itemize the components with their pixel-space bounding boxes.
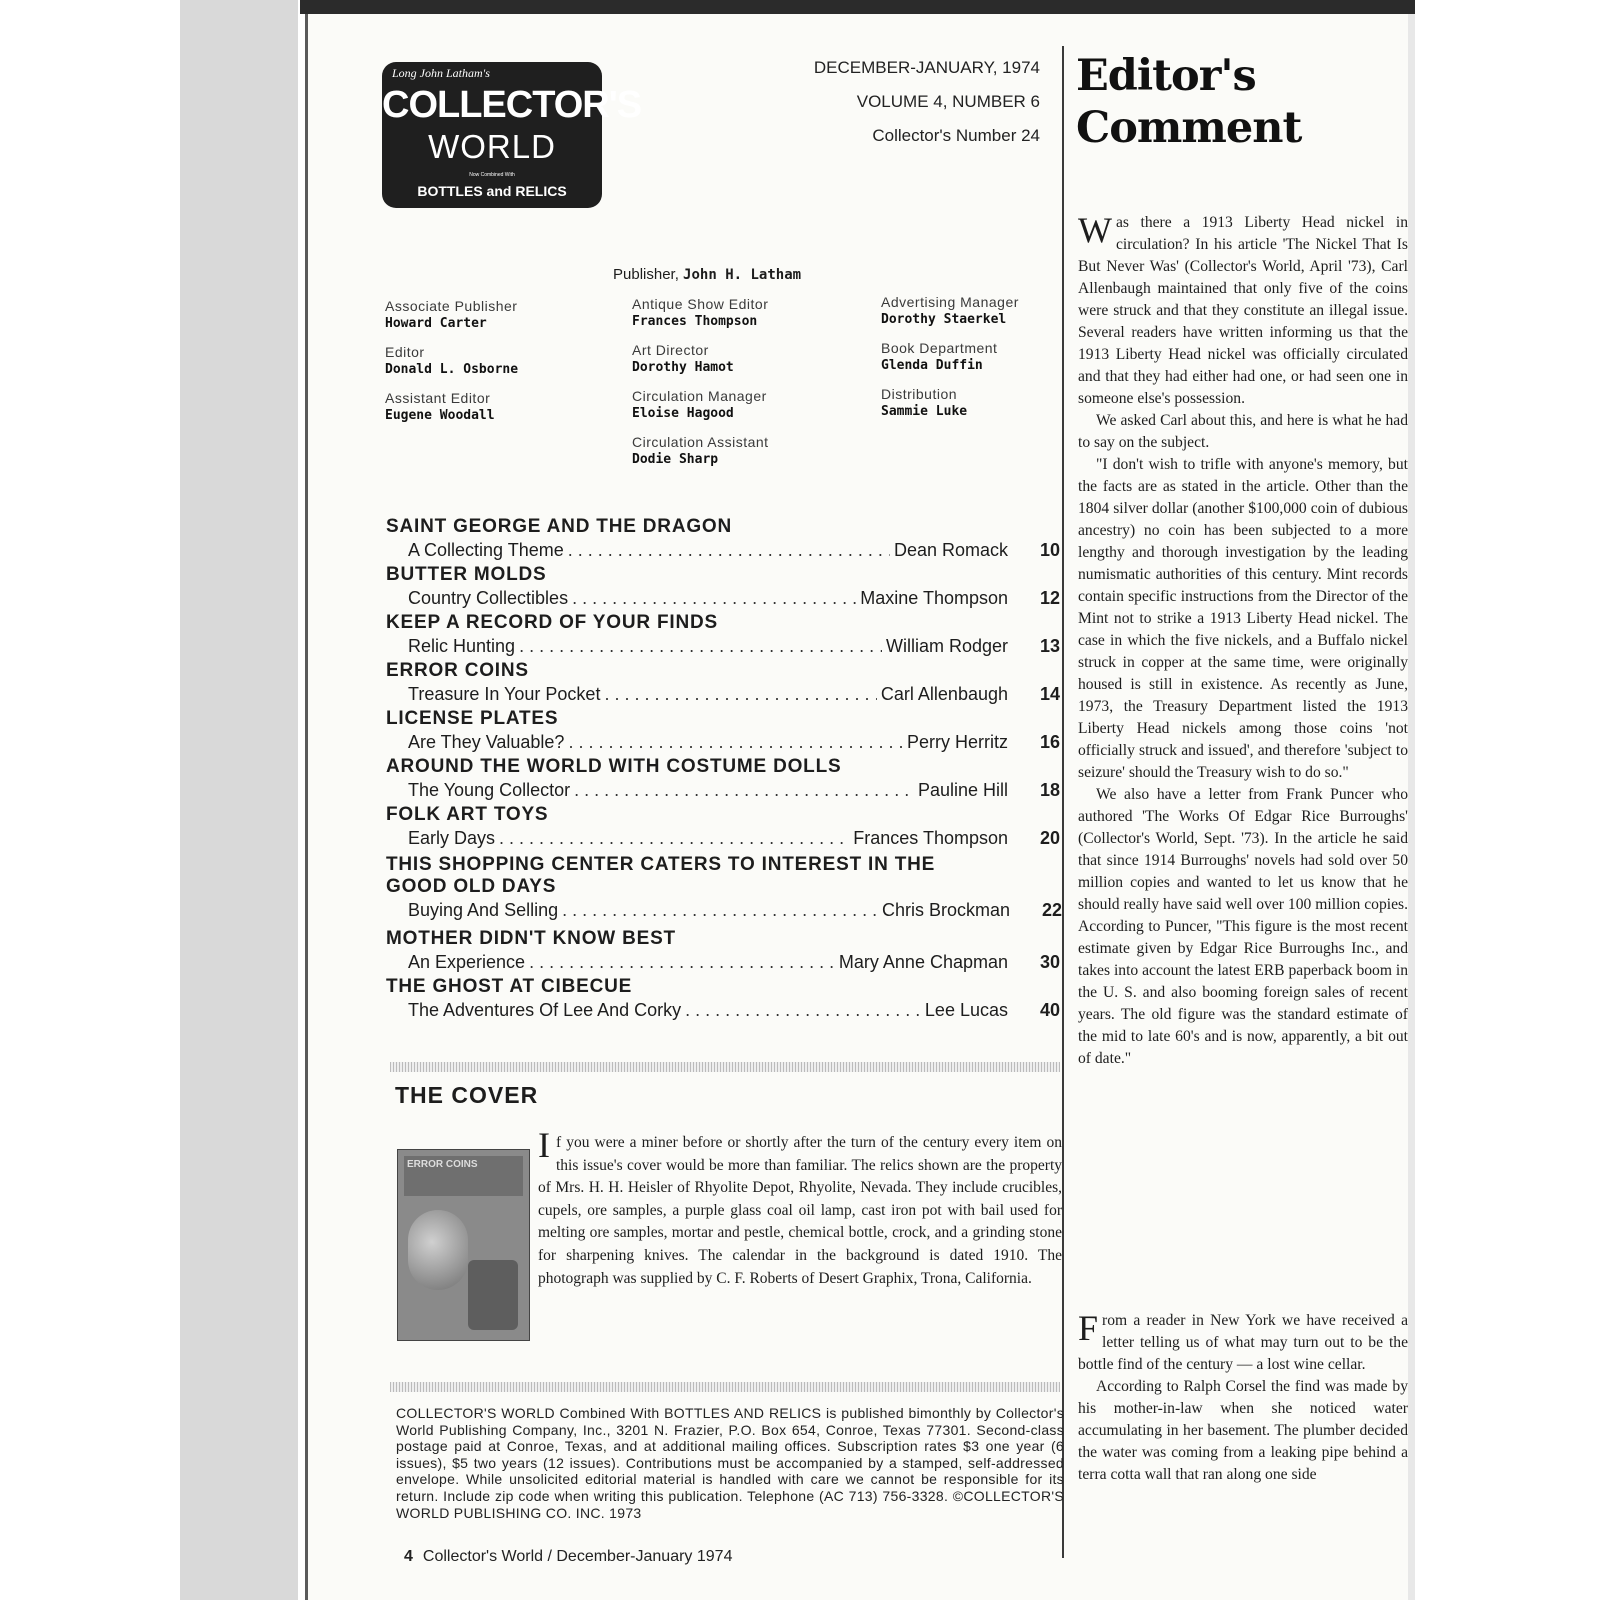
editor-paragraph: We asked Carl about this, and here is what he had to say on the subject.	[1078, 412, 1408, 451]
staff-role: Art Director	[632, 342, 709, 358]
toc-author: Lee Lucas	[924, 1000, 1008, 1020]
editor-paragraph: We also have a letter from Frank Puncer who authored 'The Works Of Edgar Rice Burroughs' (Collector's World, Sept. '73). In the article he said that since 1914 Burroughs' novels had sold over 50 million copies and wanted to let us know that he should really have said well over 100 million copies. According to Puncer, "This figure is the most recent estimate given by Edgar Rice Burroughs Inc., and takes into account the latest ERB paperback boom in the U. S. and also booming foreign sales of recent years. The old figure was the standard estimate of the mid to late 60's and is now, apparently, a bit out of date."	[1078, 786, 1408, 1067]
editor-title-line1: Editor's	[1076, 51, 1256, 101]
toc-line	[408, 998, 1060, 1022]
toc-entry[interactable]	[386, 804, 1060, 850]
scan-margin-left	[180, 0, 298, 1600]
toc-leader-dots	[529, 950, 835, 974]
staff-name: Eugene Woodall	[385, 408, 495, 423]
toc-subtitle: Country Collectibles	[408, 588, 569, 608]
toc-leader-dots	[568, 538, 890, 562]
toc-line	[408, 586, 1060, 610]
staff-name: Sammie Luke	[881, 404, 968, 419]
toc-page-number: 22	[1041, 900, 1062, 920]
toc-title: ERROR COINS	[386, 660, 529, 681]
magazine-logo	[382, 62, 642, 208]
toc-entry[interactable]	[386, 976, 1060, 1022]
toc-author: Frances Thompson	[853, 828, 1008, 848]
toc-page-number: 20	[1039, 828, 1060, 848]
editor-paragraph-text: as there a 1913 Liberty Head nickel in circulation? In his article 'The Nickel That Is But Never Was' (Collector's World, April '73), Carl Allenbaugh maintained that only five of the coins were struck and that they constitute an illegal issue. Several readers have written informing us that the 1913 Liberty Head nickel was officially circulated and that they had either had one, or had seen one in someone else's possession.	[1078, 214, 1408, 407]
toc-title: BUTTER MOLDS	[386, 564, 547, 585]
toc-subtitle: Relic Hunting	[408, 636, 516, 656]
toc-subtitle: Treasure In Your Pocket	[408, 684, 601, 704]
staff-entry	[632, 296, 768, 330]
editor-paragraph	[1078, 1310, 1408, 1376]
toc-line	[408, 826, 1060, 850]
staff-entry	[881, 294, 1019, 328]
folio-page-number: 4	[404, 1548, 413, 1565]
staff-entry	[385, 344, 518, 378]
toc-author: Chris Brockman	[881, 900, 1010, 920]
toc-page-number: 12	[1039, 588, 1060, 608]
staff-entry	[881, 340, 997, 374]
toc-page-number: 30	[1039, 952, 1060, 972]
staff-name: Donald L. Osborne	[385, 362, 519, 377]
editor-paragraph: According to Ralph Corsel the find was made by his mother-in-law when she noticed water accumulating in her basement. The plumber decided the water was coming from a leaking pipe behind a terra cotta wall that ran along one side	[1078, 1378, 1408, 1483]
toc-line	[408, 898, 1062, 922]
toc-page-number: 10	[1039, 540, 1060, 560]
staff-role: Advertising Manager	[881, 294, 1019, 310]
cover-thumbnail-pot	[468, 1260, 518, 1330]
toc-subtitle: The Young Collector	[408, 780, 571, 800]
toc-leader-dots	[562, 898, 878, 922]
logo-line-combined: Now Combined With	[469, 172, 515, 178]
cover-description	[538, 1125, 1062, 1290]
toc-author: William Rodger	[885, 636, 1008, 656]
toc-leader-dots	[519, 634, 882, 658]
folio-text: Collector's World / December-January 1974	[422, 1548, 733, 1565]
staff-role: Book Department	[881, 340, 998, 356]
staff-role: Circulation Assistant	[632, 434, 769, 450]
toc-title: THE GHOST AT CIBECUE	[386, 976, 633, 997]
toc-author: Dean Romack	[893, 540, 1008, 560]
toc-title: FOLK ART TOYS	[386, 804, 549, 825]
staff-name: Dorothy Hamot	[632, 360, 734, 375]
staff-entry	[632, 434, 769, 468]
toc-subtitle: Are They Valuable?	[408, 732, 565, 752]
toc-subtitle: An Experience	[408, 952, 526, 972]
toc-leader-dots	[574, 778, 914, 802]
logo-tagline: Long John Latham's	[392, 66, 490, 80]
staff-name: Dodie Sharp	[632, 452, 719, 467]
toc-entry[interactable]	[386, 756, 1060, 802]
toc-title: AROUND THE WORLD WITH COSTUME DOLLS	[386, 756, 842, 777]
toc-author: Carl Allenbaugh	[880, 684, 1008, 704]
staff-entry	[385, 298, 517, 332]
staff-name: Dorothy Staerkel	[881, 312, 1007, 327]
editor-title-line2: Comment	[1076, 103, 1302, 153]
toc-author: Maxine Thompson	[860, 588, 1008, 608]
staff-role: Assistant Editor	[385, 390, 491, 406]
staff-name: Glenda Duffin	[881, 358, 983, 373]
logo-line-world: WORLD	[428, 128, 556, 165]
editor-paragraph	[1078, 212, 1408, 410]
toc-author: Mary Anne Chapman	[838, 952, 1008, 972]
toc-entry[interactable]	[386, 660, 1060, 706]
toc-subtitle: Early Days	[408, 828, 496, 848]
staff-name: Eloise Hagood	[632, 406, 734, 421]
staff-role: Distribution	[881, 386, 958, 402]
toc-entry[interactable]	[386, 564, 1060, 610]
toc-title: THIS SHOPPING CENTER CATERS TO INTEREST IN THE GOOD OLD DAYS	[386, 854, 936, 897]
toc-title: SAINT GEORGE AND THE DRAGON	[386, 516, 733, 537]
column-divider	[1062, 46, 1064, 1558]
editor-column-section2	[1078, 1310, 1408, 1486]
issue-volume: VOLUME 4, NUMBER 6	[856, 92, 1040, 111]
toc-author: Perry Herritz	[906, 732, 1008, 752]
publisher-credit	[613, 266, 801, 283]
cover-thumbnail-banner: ERROR COINS	[404, 1156, 523, 1196]
toc-subtitle: A Collecting Theme	[408, 540, 564, 560]
editor-drop-cap: W	[1078, 210, 1112, 250]
staff-entry	[632, 342, 734, 376]
staff-role: Circulation Manager	[632, 388, 767, 404]
toc-line	[408, 682, 1060, 706]
staff-entry	[632, 388, 767, 422]
toc-line	[408, 730, 1060, 754]
cover-thumbnail-lamp	[408, 1210, 468, 1290]
toc-entry[interactable]	[386, 928, 1060, 974]
page-folio	[404, 1548, 732, 1566]
toc-page-number: 18	[1039, 780, 1060, 800]
publication-statement: COLLECTOR'S WORLD Combined With BOTTLES AND RELICS is published bimonthly by Collector's World Publishing Company, Inc., 3201 N. Frazier, P.O. Box 654, Conroe, Texas 77301. Second-class postage paid at Conroe, Texas, and at additional mailing offices. Subscription rates $3 one year (6 issues), $5 two years (12 issues). Contributions must be accompanied by a stamped, self-addressed envelope. While unsolicited editorial material is handled with care we cannot be responsible for its return. Include zip code when writing this publication. Telephone (AC 713) 756-3328. ©COLLECTOR'S WORLD PUBLISHING CO. INC. 1973	[396, 1405, 1064, 1521]
cover-body: f you were a miner before or shortly after the turn of the century every item on this issue's cover would be more than familiar. The relics shown are the property of Mrs. H. H. Heisler of Rhyolite Depot, Rhyolite, Nevada. They include crucibles, cupels, ore samples, a purple glass coal oil lamp, cast iron pot with bail used for melting ore samples, mortar and pestle, chemical bottle, crock, and a grinding stone for sharpening knives. The calendar in the background is dated 1910. The photograph was supplied by C. F. Roberts of Desert Graphix, Trona, California.	[538, 1134, 1062, 1287]
issue-number: Collector's Number 24	[872, 126, 1040, 145]
toc-entry[interactable]	[386, 516, 1060, 562]
toc-leader-dots	[568, 730, 903, 754]
toc-leader-dots	[499, 826, 849, 850]
editor-column-section1	[1078, 212, 1408, 1070]
staff-role: Associate Publisher	[385, 298, 518, 314]
toc-line	[408, 538, 1060, 562]
logo-line-bottles: BOTTLES and RELICS	[417, 183, 567, 199]
toc-title: LICENSE PLATES	[386, 708, 559, 729]
toc-page-number: 14	[1039, 684, 1060, 704]
toc-page-number: 13	[1039, 636, 1060, 656]
toc-entry[interactable]	[386, 612, 1060, 658]
editor-comment-title	[1076, 50, 1301, 154]
toc-subtitle: Buying And Selling	[408, 900, 559, 920]
section-divider-stripe	[390, 1062, 1060, 1072]
staff-role: Editor	[385, 344, 425, 360]
staff-entry	[881, 386, 967, 420]
cover-drop-cap: I	[538, 1125, 550, 1165]
toc-subtitle: The Adventures Of Lee And Corky	[408, 1000, 682, 1020]
toc-title: MOTHER DIDN'T KNOW BEST	[386, 928, 676, 949]
editor-paragraph: "I don't wish to trifle with anyone's memory, but the facts are as stated in the article. Other than the 1804 silver dollar (another $100,000 coin of dubious ancestry) no coin has been subjected to a more lengthy and thorough investigation by the leading numismatic authorities of this century. Mint records contain specific instructions from the Director of the Mint not to strike a 1913 Liberty Head nickel. The case in which the five nickels, and a Buffalo nickel struck in copper at the same time, were originally housed is still in existence. As recently as June, 1973, the Treasury Department listed the 1913 Liberty Head nickels among those coins 'not officially struck and issued', and therefore 'subject to seizure' should the Treasury wish to do so."	[1078, 456, 1408, 781]
toc-leader-dots	[685, 998, 921, 1022]
publisher-name: John H. Latham	[683, 267, 802, 283]
staff-entry	[385, 390, 495, 424]
publisher-role: Publisher,	[613, 266, 679, 283]
cover-section-title: THE COVER	[395, 1082, 539, 1108]
scan-margin-top	[300, 0, 1415, 14]
toc-title: KEEP A RECORD OF YOUR FINDS	[386, 612, 718, 633]
section-divider-stripe	[390, 1382, 1060, 1392]
staff-name: Howard Carter	[385, 316, 487, 331]
issue-date: DECEMBER-JANUARY, 1974	[813, 58, 1040, 77]
toc-entry[interactable]	[386, 854, 1062, 922]
toc-leader-dots	[572, 586, 856, 610]
staff-role: Antique Show Editor	[632, 296, 769, 312]
editor-drop-cap: F	[1078, 1308, 1099, 1348]
toc-line	[408, 634, 1060, 658]
toc-author: Pauline Hill	[917, 780, 1008, 800]
toc-leader-dots	[604, 682, 876, 706]
toc-line	[408, 778, 1060, 802]
toc-page-number: 16	[1039, 732, 1060, 752]
toc-line	[408, 950, 1060, 974]
logo-line-collectors: COLLECTOR'S	[382, 84, 642, 126]
editor-paragraph-text: rom a reader in New York we have received a letter telling us of what may turn out to be the bottle find of the century — a lost wine cellar.	[1078, 1312, 1408, 1373]
staff-name: Frances Thompson	[632, 314, 758, 329]
cover-thumbnail-image	[397, 1149, 530, 1341]
toc-entry[interactable]	[386, 708, 1060, 754]
toc-page-number: 40	[1039, 1000, 1060, 1020]
